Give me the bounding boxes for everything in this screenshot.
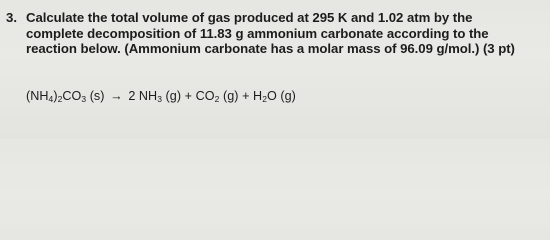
product-ammonia-formula: 2 NH [128,89,158,103]
product-ammonia [128,89,181,103]
reactant-subscript-3: 3 [81,94,87,104]
question-number: 3. [6,10,17,25]
reactant-formula-prefix: (NH [26,89,49,103]
question-text [26,10,546,57]
reactant-state: (s) [86,89,105,103]
product-water-formula-pre: H [253,89,263,103]
question-line-1: Calculate the total volume of gas produced at 295 K and 1.02 atm by the [26,10,473,25]
product-ammonia-state: (g) [162,89,182,103]
reaction-arrow: → [110,89,123,103]
question-3 [6,10,546,57]
question-line-3: reaction below. (Ammonium carbonate has a molar mass of 96.09 g/mol.) (3 pt) [26,41,515,56]
reactant-ammonium-carbonate [26,89,105,103]
product-water-subscript: 2 [262,94,267,104]
product-water-formula-post: O [266,89,277,103]
plus-sign-2: + [242,89,250,103]
reactant-subscript-4: 4 [48,94,54,104]
chemical-equation [26,89,296,103]
product-co2-state: (g) [219,89,239,103]
question-line-2: complete decomposition of 11.83 g ammonium carbonate according to the [26,25,489,41]
plus-sign-1: + [184,89,193,103]
reactant-subscript-2: 2 [57,94,63,104]
reactant-formula-mid: ) [53,89,58,103]
question-row [6,10,546,57]
product-water [253,89,296,103]
product-co2-formula: CO [195,89,215,103]
product-water-state: (g) [276,89,296,103]
product-carbon-dioxide [196,89,239,103]
product-ammonia-subscript: 3 [157,94,162,104]
product-co2-subscript: 2 [214,94,220,104]
reactant-formula-end: CO [62,89,82,103]
